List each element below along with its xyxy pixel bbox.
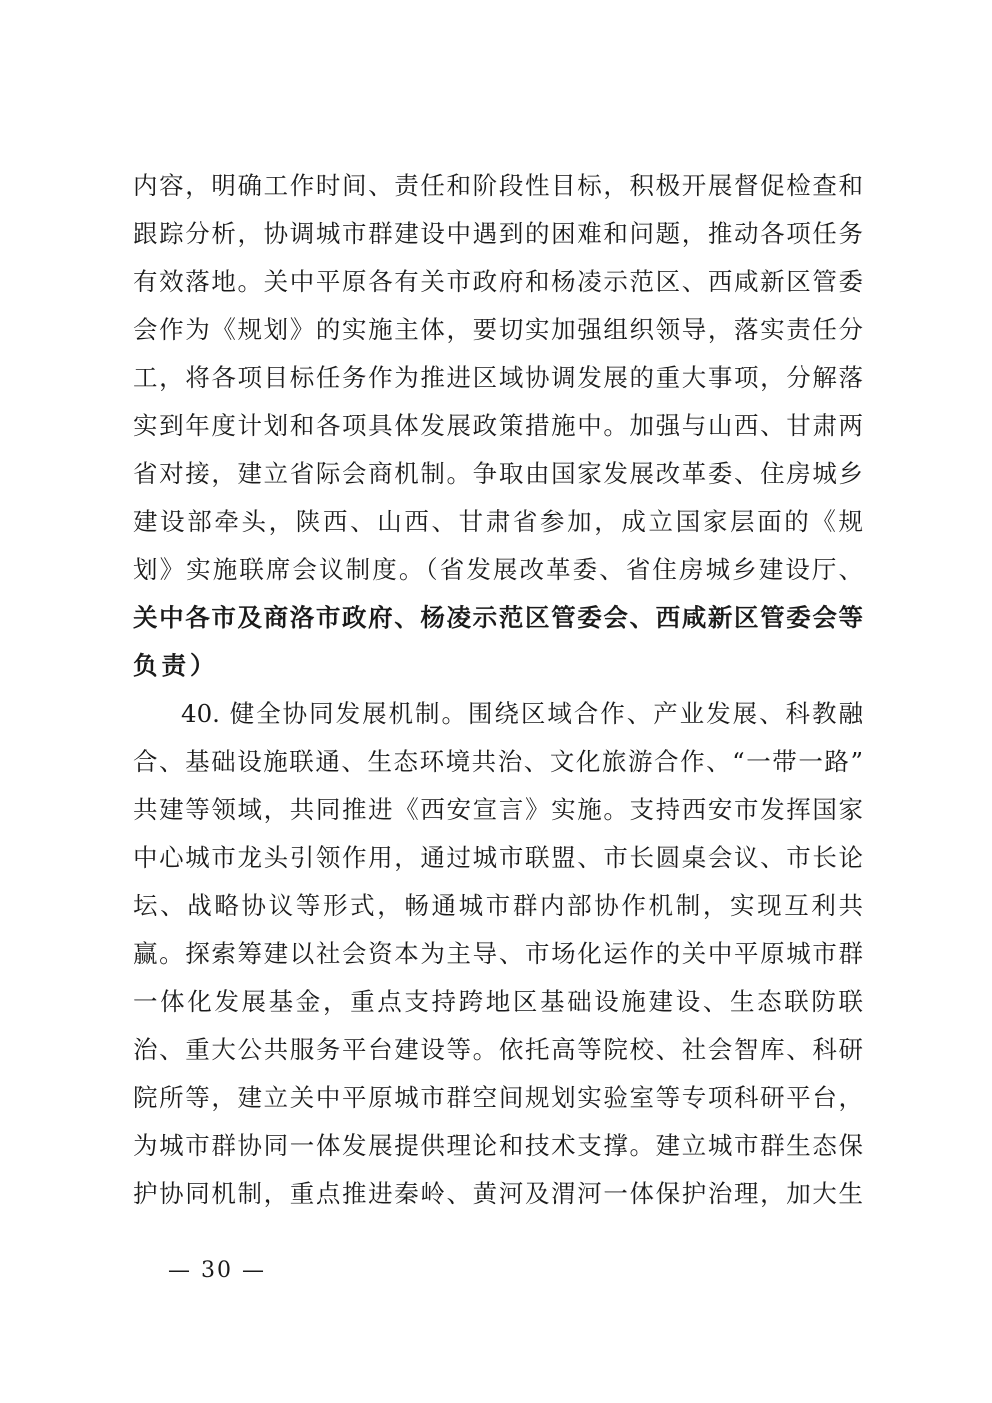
text-line: 院所等，建立关中平原城市群空间规划实验室等专项科研平台， xyxy=(133,1083,863,1112)
text-line: 治、重大公共服务平台建设等。依托高等院校、社会智库、科研 xyxy=(133,1035,863,1064)
text-line: 合、基础设施联通、生态环境共治、文化旅游合作、“一带一路” xyxy=(133,747,863,776)
text-line: 会作为《规划》的实施主体，要切实加强组织领导，落实责任分 xyxy=(133,315,863,344)
text-line: 工，将各项目标任务作为推进区域协调发展的重大事项，分解落 xyxy=(133,363,863,392)
text-line: 跟踪分析，协调城市群建设中遇到的困难和问题，推动各项任务 xyxy=(133,219,863,248)
text-line: 划》实施联席会议制度。（省发展改革委、省住房城乡建设厅、 xyxy=(133,555,863,584)
text-line-responsibility-end: 负责） xyxy=(133,651,219,680)
section-40-heading-line: 40. 健全协同发展机制。围绕区域合作、产业发展、科教融 xyxy=(181,699,863,728)
text-line: 护协同机制，重点推进秦岭、黄河及渭河一体保护治理，加大生 xyxy=(133,1179,863,1208)
text-line: 一体化发展基金，重点支持跨地区基础设施建设、生态联防联 xyxy=(133,987,863,1016)
text-line: 赢。探索筹建以社会资本为主导、市场化运作的关中平原城市群 xyxy=(133,939,863,968)
text-line: 共建等领域，共同推进《西安宣言》实施。支持西安市发挥国家 xyxy=(133,795,863,824)
text-line: 有效落地。关中平原各有关市政府和杨凌示范区、西咸新区管委 xyxy=(133,267,863,296)
text-line: 为城市群协同一体发展提供理论和技术支撑。建立城市群生态保 xyxy=(133,1131,863,1160)
text-line: 省对接，建立省际会商机制。争取由国家发展改革委、住房城乡 xyxy=(133,459,863,488)
text-line-responsibility: 关中各市及商洛市政府、杨凌示范区管委会、西咸新区管委会等 xyxy=(133,603,863,632)
text-line: 坛、战略协议等形式，畅通城市群内部协作机制，实现互利共 xyxy=(133,891,863,920)
text-line: 内容，明确工作时间、责任和阶段性目标，积极开展督促检查和 xyxy=(133,171,863,200)
page-number: — 30 — xyxy=(168,1258,266,1283)
text-line: 建设部牵头，陕西、山西、甘肃省参加，成立国家层面的《规 xyxy=(133,507,863,536)
text-line: 实到年度计划和各项具体发展政策措施中。加强与山西、甘肃两 xyxy=(133,411,863,440)
text-line: 中心城市龙头引领作用，通过城市联盟、市长圆桌会议、市长论 xyxy=(133,843,863,872)
